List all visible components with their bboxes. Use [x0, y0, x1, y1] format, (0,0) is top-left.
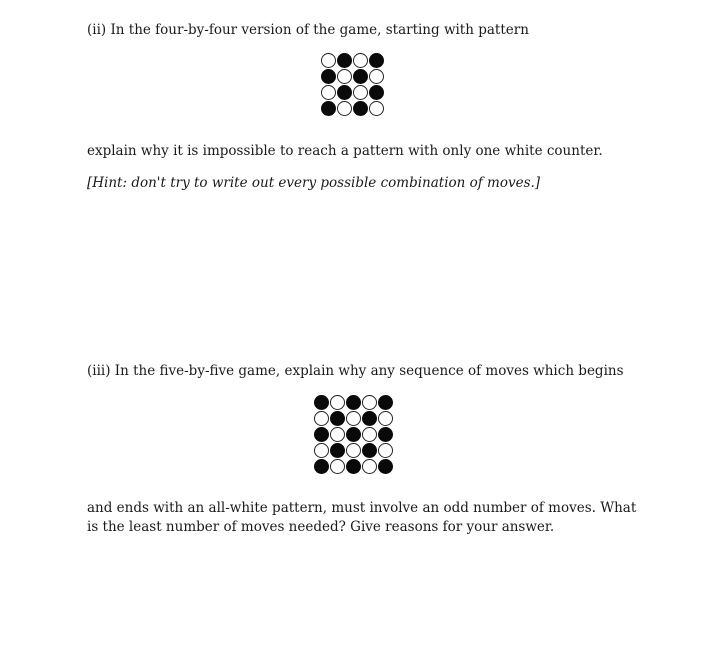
part-ii-intro: (ii) In the four-by-four version of the game, starting with pattern — [87, 22, 529, 38]
pattern-grid-4x4 — [321, 53, 384, 116]
white-counter-r3-c2 — [330, 427, 345, 442]
white-counter-r4-c4 — [369, 101, 384, 116]
black-counter-r3-c4 — [369, 85, 384, 100]
black-counter-r4-c4 — [362, 443, 377, 458]
white-counter-r2-c4 — [369, 69, 384, 84]
black-counter-r2-c2 — [330, 411, 345, 426]
black-counter-r5-c5 — [378, 459, 393, 474]
black-counter-r1-c2 — [337, 53, 352, 68]
white-counter-r4-c5 — [378, 443, 393, 458]
black-counter-r3-c3 — [346, 427, 361, 442]
part-iii-intro: (iii) In the five-by-five game, explain why any sequence of moves which begins — [87, 363, 624, 379]
white-counter-r1-c3 — [353, 53, 368, 68]
white-counter-r4-c2 — [337, 101, 352, 116]
white-counter-r2-c1 — [314, 411, 329, 426]
black-counter-r1-c1 — [314, 395, 329, 410]
white-counter-r1-c2 — [330, 395, 345, 410]
white-counter-r1-c1 — [321, 53, 336, 68]
white-counter-r1-c4 — [362, 395, 377, 410]
black-counter-r3-c2 — [337, 85, 352, 100]
white-counter-r2-c5 — [378, 411, 393, 426]
white-counter-r3-c4 — [362, 427, 377, 442]
black-counter-r2-c1 — [321, 69, 336, 84]
white-counter-r5-c4 — [362, 459, 377, 474]
black-counter-r5-c1 — [314, 459, 329, 474]
part-ii-question: explain why it is impossible to reach a pattern with only one white counter. — [87, 143, 603, 159]
white-counter-r3-c3 — [353, 85, 368, 100]
pattern-grid-5x5 — [314, 395, 393, 474]
black-counter-r5-c3 — [346, 459, 361, 474]
white-counter-r4-c1 — [314, 443, 329, 458]
white-counter-r5-c2 — [330, 459, 345, 474]
white-counter-r2-c2 — [337, 69, 352, 84]
black-counter-r4-c2 — [330, 443, 345, 458]
part-iii-question: and ends with an all-white pattern, must involve an odd number of moves. What is the least number of moves needed? Give reasons for your answer. — [87, 500, 637, 535]
black-counter-r2-c3 — [353, 69, 368, 84]
black-counter-r4-c3 — [353, 101, 368, 116]
black-counter-r3-c1 — [314, 427, 329, 442]
white-counter-r3-c1 — [321, 85, 336, 100]
black-counter-r4-c1 — [321, 101, 336, 116]
white-counter-r2-c3 — [346, 411, 361, 426]
black-counter-r1-c3 — [346, 395, 361, 410]
part-ii-hint: [Hint: don't try to write out every possible combination of moves.] — [87, 175, 541, 191]
black-counter-r1-c5 — [378, 395, 393, 410]
white-counter-r4-c3 — [346, 443, 361, 458]
black-counter-r3-c5 — [378, 427, 393, 442]
black-counter-r2-c4 — [362, 411, 377, 426]
black-counter-r1-c4 — [369, 53, 384, 68]
